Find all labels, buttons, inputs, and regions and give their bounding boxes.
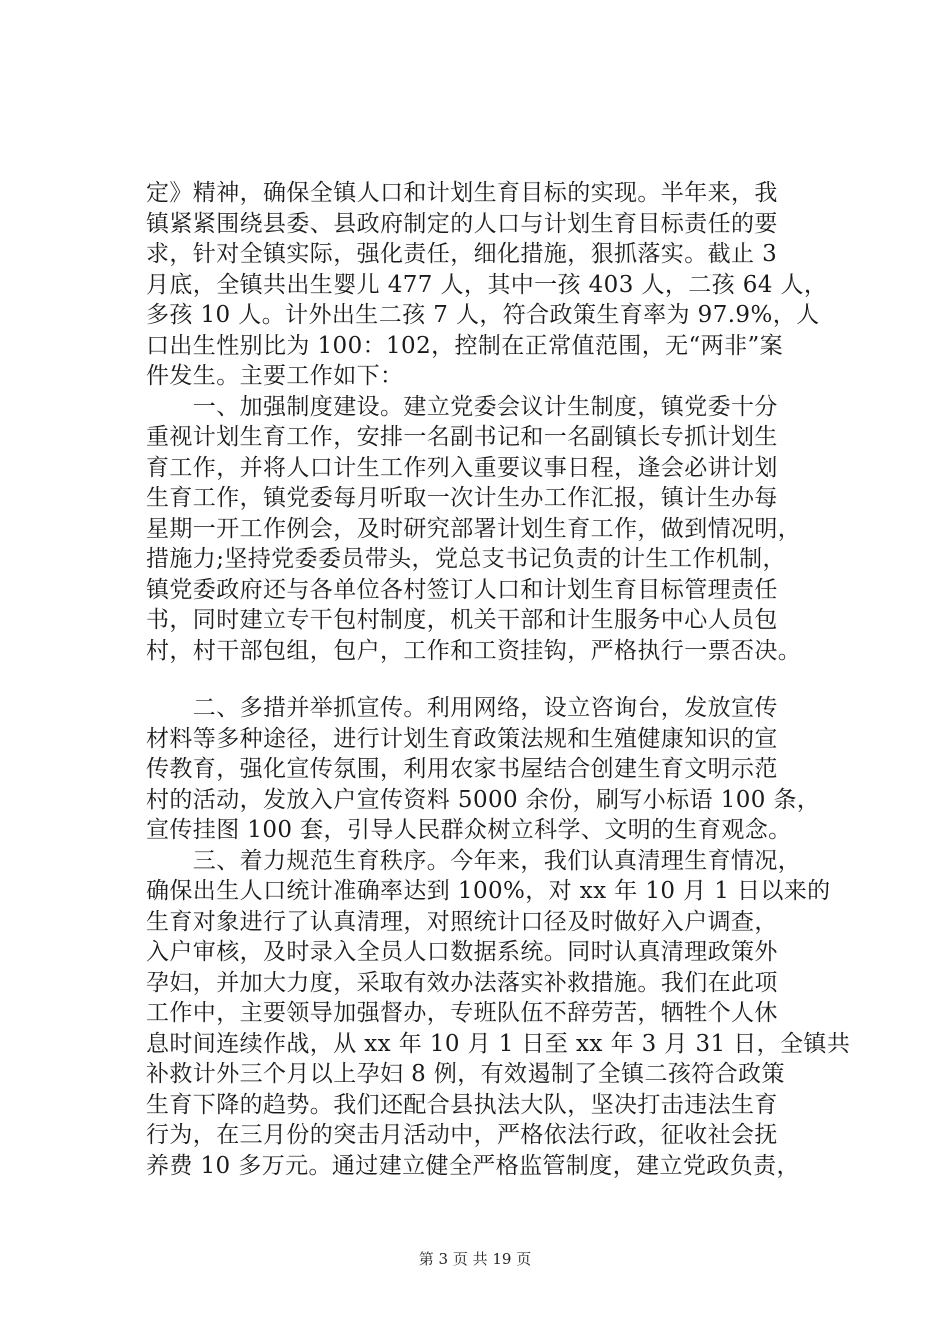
text-line: 求，针对全镇实际，强化责任，细化措施，狠抓落实。截止 3 bbox=[146, 241, 778, 267]
text-line: 一、加强制度建设。建立党委会议计生制度，镇党委十分 bbox=[146, 393, 778, 420]
text-line: 月底，全镇共出生婴儿 477 人，其中一孩 403 人，二孩 64 人， bbox=[146, 271, 828, 298]
text-line: 生育下降的趋势。我们还配合县执法大队，坚决打击违法生育 bbox=[146, 1091, 778, 1118]
text-line: 二、多措并举抓宣传。利用网络，设立咨询台，发放宣传 bbox=[146, 695, 778, 721]
text-line: 育工作，并将人口计生工作列入重要议事日程，逢会必讲计划 bbox=[146, 454, 778, 481]
text-line: 生育对象进行了认真清理，对照统计口径及时做好入户调查， bbox=[146, 908, 778, 935]
text-line: 措施力;坚持党委委员带头，党总支书记负责的计生工作机制， bbox=[146, 546, 786, 572]
body-text-block-2 bbox=[146, 693, 851, 1181]
text-line: 息时间连续作战，从 xx 年 10 月 1 日至 xx 年 3 月 31 日，全镇共 bbox=[146, 1030, 851, 1057]
text-line: 三、着力规范生育秩序。今年来，我们认真清理生育情况， bbox=[146, 847, 802, 874]
text-line: 星期一开工作例会，及时研究部署计划生育工作，做到情况明， bbox=[146, 515, 802, 542]
text-line: 村，村干部包组，包户，工作和工资挂钩，严格执行一票否决。 bbox=[146, 637, 802, 664]
page-number-footer: 第 3 页 共 19 页 bbox=[418, 1250, 532, 1268]
text-line: 生育工作，镇党委每月听取一次计生办工作汇报，镇计生办每 bbox=[146, 485, 778, 511]
text-line: 多孩 10 人。计外出生二孩 7 人，符合政策生育率为 97.9%，人 bbox=[146, 302, 820, 328]
text-line: 书，同时建立专干包村制度，机关干部和计生服务中心人员包 bbox=[146, 607, 778, 633]
text-line: 件发生。主要工作如下： bbox=[146, 363, 404, 389]
text-line: 村的活动，发放入户宣传资料 5000 余份，刷写小标语 100 条， bbox=[146, 786, 821, 813]
text-line: 定》精神，确保全镇人口和计划生育目标的实现。半年来，我 bbox=[146, 180, 778, 206]
text-line: 孕妇，并加大力度，采取有效办法落实补救措施。我们在此项 bbox=[146, 969, 778, 996]
body-text-block-1 bbox=[146, 178, 826, 666]
text-line: 确保出生人口统计准确率达到 100%，对 xx 年 10 月 1 日以来的 bbox=[146, 878, 831, 904]
text-line: 工作中，主要领导加强督办，专班队伍不辞劳苦，牺牲个人休 bbox=[146, 1000, 778, 1026]
text-line: 入户审核，及时录入全员人口数据系统。同时认真清理政策外 bbox=[146, 939, 778, 965]
text-line: 宣传挂图 100 套，引导人民群众树立科学、文明的生育观念。 bbox=[146, 817, 792, 843]
text-line: 传教育，强化宣传氛围，利用农家书屋结合创建生育文明示范 bbox=[146, 756, 778, 782]
text-line: 补救计外三个月以上孕妇 8 例，有效遏制了全镇二孩符合政策 bbox=[146, 1061, 785, 1087]
text-line: 重视计划生育工作，安排一名副书记和一名副镇长专抓计划生 bbox=[146, 424, 778, 450]
text-line: 养费 10 多万元。通过建立健全严格监管制度，建立党政负责， bbox=[146, 1152, 800, 1179]
text-line: 口出生性别比为 100：102，控制在正常值范围，无“两非”案 bbox=[146, 332, 784, 359]
text-line: 镇党委政府还与各单位各村签订人口和计划生育目标管理责任 bbox=[146, 576, 778, 603]
text-line: 材料等多种途径，进行计划生育政策法规和生殖健康知识的宣 bbox=[146, 725, 778, 752]
text-line: 行为，在三月份的突击月活动中，严格依法行政，征收社会抚 bbox=[146, 1122, 778, 1148]
text-line: 镇紧紧围绕县委、县政府制定的人口与计划生育目标责任的要 bbox=[146, 210, 778, 237]
